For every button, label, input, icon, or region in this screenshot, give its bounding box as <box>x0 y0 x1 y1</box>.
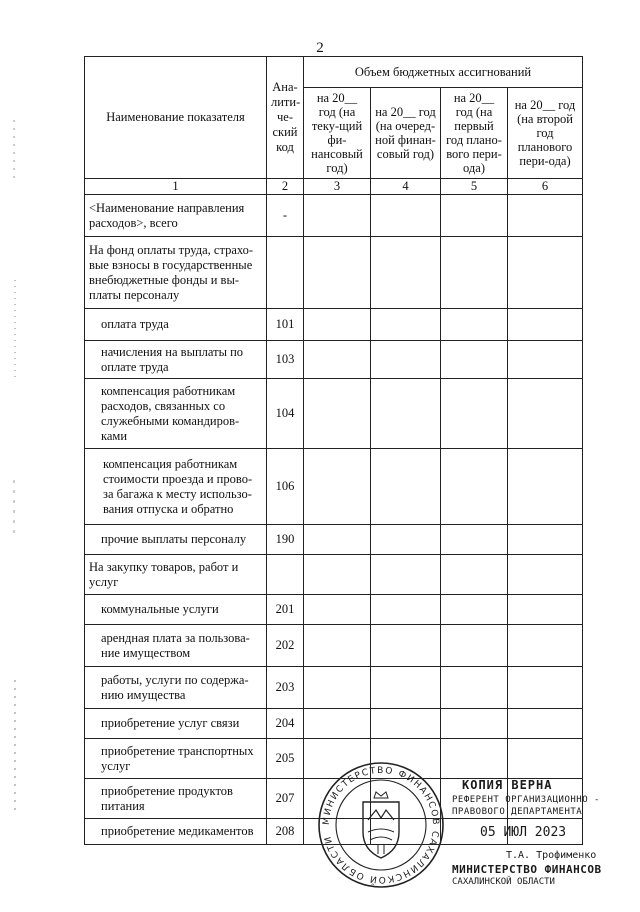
certified-copy-stamp <box>452 778 632 888</box>
row-name: компенсация работникам расходов, связанных со служебными командиров-ками <box>85 379 267 449</box>
official-seal-stamp <box>316 760 446 890</box>
row-code: 201 <box>267 595 304 625</box>
value-cell <box>371 195 441 237</box>
page-number: 2 <box>316 40 324 56</box>
row-code: 190 <box>267 525 304 555</box>
value-cell <box>508 667 583 709</box>
scan-edge-marks <box>8 120 22 820</box>
value-cell <box>508 739 583 779</box>
column-number: 2 <box>267 179 304 195</box>
row-name: приобретение услуг связи <box>85 709 267 739</box>
row-code <box>267 555 304 595</box>
header-col-first-plan-year: на 20__ год (на первый год плано-вого пери-ода) <box>441 88 508 179</box>
row-code: 104 <box>267 379 304 449</box>
row-name: начисления на выплаты по оплате труда <box>85 341 267 379</box>
table-row <box>85 195 583 237</box>
row-name: приобретение продуктов питания <box>85 779 267 819</box>
value-cell <box>441 595 508 625</box>
value-cell <box>304 667 371 709</box>
row-code <box>267 237 304 309</box>
row-code: 202 <box>267 625 304 667</box>
value-cell <box>371 595 441 625</box>
row-code: 101 <box>267 309 304 341</box>
value-cell <box>304 195 371 237</box>
header-col-next-year: на 20__ год (на очеред-ной финан-совый год) <box>371 88 441 179</box>
value-cell <box>441 555 508 595</box>
value-cell <box>304 309 371 341</box>
value-cell <box>508 595 583 625</box>
value-cell <box>304 379 371 449</box>
value-cell <box>441 449 508 525</box>
table-row <box>85 449 583 525</box>
row-code: 207 <box>267 779 304 819</box>
row-code: 205 <box>267 739 304 779</box>
value-cell <box>441 379 508 449</box>
column-numbers-row <box>85 179 583 195</box>
value-cell <box>371 525 441 555</box>
table-row <box>85 525 583 555</box>
value-cell <box>508 195 583 237</box>
value-cell <box>304 595 371 625</box>
column-number: 3 <box>304 179 371 195</box>
value-cell <box>304 625 371 667</box>
value-cell <box>441 237 508 309</box>
row-name: приобретение транспортных услуг <box>85 739 267 779</box>
value-cell <box>371 625 441 667</box>
row-code: - <box>267 195 304 237</box>
value-cell <box>304 525 371 555</box>
certification-date: 05 ИЮЛ 2023 <box>480 825 567 840</box>
column-number: 6 <box>508 179 583 195</box>
row-code: 106 <box>267 449 304 525</box>
value-cell <box>371 341 441 379</box>
ministry-name: МИНИСТЕРСТВО ФИНАНСОВ <box>452 863 602 876</box>
header-budget-allocations: Объем бюджетных ассигнований <box>304 57 583 88</box>
row-name: На закупку товаров, работ и услуг <box>85 555 267 595</box>
column-number: 1 <box>85 179 267 195</box>
value-cell <box>304 449 371 525</box>
value-cell <box>508 341 583 379</box>
table-row <box>85 709 583 739</box>
certifier-position-line2: ПРАВОВОГО ДЕПАРТАМЕНТА <box>452 807 583 817</box>
value-cell <box>441 625 508 667</box>
table-row <box>85 341 583 379</box>
value-cell <box>441 309 508 341</box>
signer-name: Т.А. Трофименко <box>506 850 597 861</box>
value-cell <box>371 379 441 449</box>
value-cell <box>371 709 441 739</box>
value-cell <box>371 237 441 309</box>
value-cell <box>441 195 508 237</box>
certifier-position-line1: РЕФЕРЕНТ ОРГАНИЗАЦИОННО - <box>452 795 600 805</box>
value-cell <box>508 379 583 449</box>
value-cell <box>441 341 508 379</box>
certified-copy-label: КОПИЯ ВЕРНА <box>462 778 553 792</box>
value-cell <box>304 555 371 595</box>
budget-table <box>84 56 583 845</box>
value-cell <box>508 449 583 525</box>
value-cell <box>371 555 441 595</box>
row-name: приобретение медикаментов <box>85 819 267 845</box>
value-cell <box>508 525 583 555</box>
row-name: компенсация работникам стоимости проезда и прово-за багажа к месту использо-вания отпуска и обратно <box>85 449 267 525</box>
value-cell <box>371 449 441 525</box>
row-name: коммунальные услуги <box>85 595 267 625</box>
header-col-current-year: на 20__ год (на теку-щий фи-нансовый год) <box>304 88 371 179</box>
value-cell <box>441 525 508 555</box>
value-cell <box>304 709 371 739</box>
row-code: 203 <box>267 667 304 709</box>
table-row <box>85 237 583 309</box>
row-name: оплата труда <box>85 309 267 341</box>
row-code: 204 <box>267 709 304 739</box>
table-row <box>85 595 583 625</box>
row-name: прочие выплаты персоналу <box>85 525 267 555</box>
header-indicator-name: Наименование показателя <box>85 57 267 179</box>
seal-ring-text: МИНИСТЕРСТВО ФИНАНСОВ САХАЛИНСКОЙ ОБЛАСТИ <box>321 765 441 885</box>
value-cell <box>371 309 441 341</box>
header-analytic-code: Ана- лити- че- ский код <box>267 57 304 179</box>
value-cell <box>304 237 371 309</box>
value-cell <box>508 709 583 739</box>
row-name: работы, услуги по содержа-нию имущества <box>85 667 267 709</box>
value-cell <box>508 309 583 341</box>
coat-of-arms-icon <box>363 802 399 858</box>
value-cell <box>441 709 508 739</box>
table-row <box>85 555 583 595</box>
value-cell <box>304 341 371 379</box>
value-cell <box>441 667 508 709</box>
value-cell <box>508 555 583 595</box>
value-cell <box>508 625 583 667</box>
header-col-second-plan-year: на 20__ год (на второй год планового пери-ода) <box>508 88 583 179</box>
row-name: <Наименование направления расходов>, всего <box>85 195 267 237</box>
value-cell <box>441 739 508 779</box>
row-code: 103 <box>267 341 304 379</box>
table-row <box>85 379 583 449</box>
column-number: 4 <box>371 179 441 195</box>
value-cell <box>371 667 441 709</box>
region-name: САХАЛИНСКОЙ ОБЛАСТИ <box>452 877 555 887</box>
table-row <box>85 309 583 341</box>
row-code: 208 <box>267 819 304 845</box>
column-number: 5 <box>441 179 508 195</box>
table-row <box>85 667 583 709</box>
row-name: арендная плата за пользова-ние имуществом <box>85 625 267 667</box>
value-cell <box>508 237 583 309</box>
row-name: На фонд оплаты труда, страхо-вые взносы в государственные внебюджетные фонды и вы-платы персоналу <box>85 237 267 309</box>
table-row <box>85 625 583 667</box>
